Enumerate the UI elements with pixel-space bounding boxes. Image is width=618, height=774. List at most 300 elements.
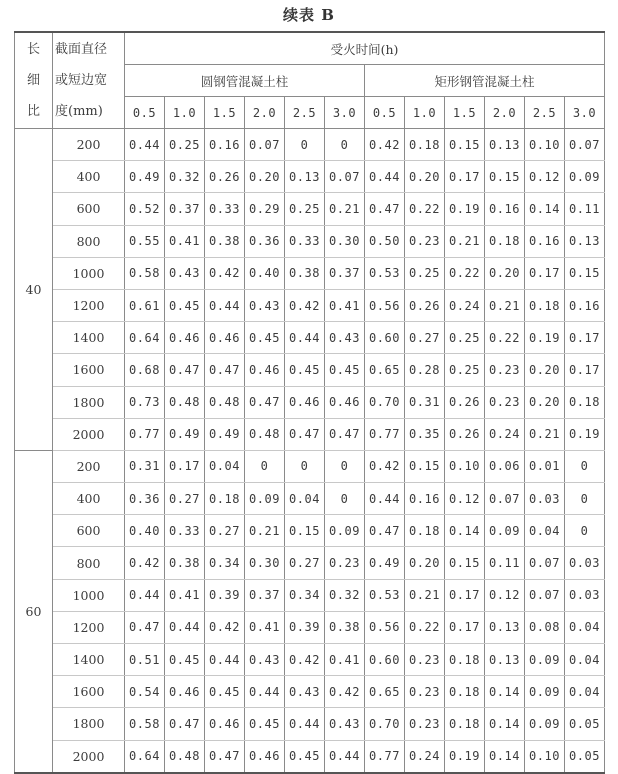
value-cell: 0.42 (205, 257, 245, 289)
value-cell: 0.17 (445, 611, 485, 643)
slenderness-header-line: 比 (26, 104, 40, 119)
value-cell: 0.20 (525, 386, 565, 418)
value-cell: 0.37 (165, 193, 205, 225)
value-cell: 0.39 (285, 611, 325, 643)
value-cell: 0.51 (125, 644, 165, 676)
value-cell: 0.15 (485, 161, 525, 193)
table-row (15, 611, 605, 643)
table-row (15, 129, 605, 161)
value-cell: 0.07 (245, 129, 285, 161)
table-row (15, 322, 605, 354)
size-cell: 200 (53, 450, 125, 482)
value-cell: 0.21 (325, 193, 365, 225)
value-cell: 0.13 (565, 225, 605, 257)
value-cell: 0 (245, 450, 285, 482)
value-cell: 0.11 (565, 193, 605, 225)
time-header-cell: 2.0 (485, 97, 525, 129)
value-cell: 0.43 (245, 289, 285, 321)
value-cell: 0.45 (325, 354, 365, 386)
value-cell: 0.24 (485, 418, 525, 450)
value-cell: 0.18 (445, 644, 485, 676)
value-cell: 0.15 (405, 450, 445, 482)
table-row (15, 644, 605, 676)
table-row (15, 547, 605, 579)
value-cell: 0.23 (405, 644, 445, 676)
value-cell: 0.42 (205, 611, 245, 643)
value-cell: 0.77 (125, 418, 165, 450)
value-cell: 0.09 (325, 515, 365, 547)
value-cell: 0.49 (205, 418, 245, 450)
value-cell: 0.15 (285, 515, 325, 547)
value-cell: 0.26 (445, 386, 485, 418)
value-cell: 0.21 (405, 579, 445, 611)
value-cell: 0.16 (485, 193, 525, 225)
value-cell: 0 (565, 483, 605, 515)
size-cell: 800 (53, 225, 125, 257)
value-cell: 0.14 (485, 676, 525, 708)
value-cell: 0.48 (165, 740, 205, 773)
value-cell: 0.58 (125, 257, 165, 289)
value-cell: 0.45 (165, 644, 205, 676)
size-cell: 1200 (53, 611, 125, 643)
value-cell: 0.46 (285, 386, 325, 418)
value-cell: 0.05 (565, 740, 605, 773)
circular-column-header: 圆钢管混凝土柱 (125, 65, 365, 97)
value-cell: 0.47 (165, 354, 205, 386)
time-header-cell: 2.5 (285, 97, 325, 129)
value-cell: 0.17 (165, 450, 205, 482)
value-cell: 0.09 (525, 644, 565, 676)
value-cell: 0.17 (565, 354, 605, 386)
value-cell: 0.43 (325, 322, 365, 354)
value-cell: 0.19 (525, 322, 565, 354)
value-cell: 0.38 (325, 611, 365, 643)
value-cell: 0.19 (445, 740, 485, 773)
value-cell: 0.60 (365, 644, 405, 676)
value-cell: 0.46 (245, 740, 285, 773)
value-cell: 0.27 (205, 515, 245, 547)
value-cell: 0.17 (525, 257, 565, 289)
value-cell: 0.27 (405, 322, 445, 354)
value-cell: 0.24 (405, 740, 445, 773)
value-cell: 0.08 (525, 611, 565, 643)
value-cell: 0.44 (165, 611, 205, 643)
value-cell: 0.70 (365, 708, 405, 740)
value-cell: 0.34 (285, 579, 325, 611)
value-cell: 0.48 (245, 418, 285, 450)
value-cell: 0.52 (125, 193, 165, 225)
value-cell: 0.14 (445, 515, 485, 547)
value-cell: 0.34 (205, 547, 245, 579)
value-cell: 0.56 (365, 289, 405, 321)
size-cell: 400 (53, 483, 125, 515)
value-cell: 0.05 (565, 708, 605, 740)
value-cell: 0.29 (245, 193, 285, 225)
value-cell: 0.33 (285, 225, 325, 257)
value-cell: 0.14 (485, 740, 525, 773)
value-cell: 0.61 (125, 289, 165, 321)
value-cell: 0.42 (365, 129, 405, 161)
value-cell: 0.64 (125, 322, 165, 354)
value-cell: 0.42 (285, 289, 325, 321)
value-cell: 0.18 (485, 225, 525, 257)
time-header-cell: 1.0 (165, 97, 205, 129)
value-cell: 0.41 (165, 225, 205, 257)
value-cell: 0.47 (365, 193, 405, 225)
value-cell: 0.50 (365, 225, 405, 257)
value-cell: 0.09 (245, 483, 285, 515)
value-cell: 0.43 (285, 676, 325, 708)
time-header-cell: 1.0 (405, 97, 445, 129)
value-cell: 0.44 (325, 740, 365, 773)
value-cell: 0.43 (325, 708, 365, 740)
value-cell: 0 (565, 450, 605, 482)
value-cell: 0.10 (525, 740, 565, 773)
value-cell: 0.04 (205, 450, 245, 482)
value-cell: 0.25 (405, 257, 445, 289)
value-cell: 0.14 (525, 193, 565, 225)
value-cell: 0.07 (525, 547, 565, 579)
size-cell: 800 (53, 547, 125, 579)
value-cell: 0.47 (285, 418, 325, 450)
value-cell: 0.07 (485, 483, 525, 515)
time-header-cell: 0.5 (365, 97, 405, 129)
slenderness-header-line: 细 (26, 73, 40, 88)
time-header-cell: 1.5 (445, 97, 485, 129)
value-cell: 0.20 (405, 547, 445, 579)
value-cell: 0.21 (445, 225, 485, 257)
value-cell: 0.23 (325, 547, 365, 579)
value-cell: 0.38 (165, 547, 205, 579)
value-cell: 0.58 (125, 708, 165, 740)
value-cell: 0.17 (445, 579, 485, 611)
value-cell: 0.20 (405, 161, 445, 193)
size-cell: 1400 (53, 644, 125, 676)
value-cell: 0.46 (165, 322, 205, 354)
value-cell: 0.43 (245, 644, 285, 676)
value-cell: 0.25 (445, 354, 485, 386)
value-cell: 0.37 (325, 257, 365, 289)
value-cell: 0.18 (405, 515, 445, 547)
time-header-cell: 1.5 (205, 97, 245, 129)
value-cell: 0.47 (325, 418, 365, 450)
value-cell: 0.65 (365, 354, 405, 386)
value-cell: 0.68 (125, 354, 165, 386)
value-cell: 0.04 (565, 676, 605, 708)
value-cell: 0.12 (445, 483, 485, 515)
value-cell: 0.47 (365, 515, 405, 547)
value-cell: 0.44 (125, 129, 165, 161)
time-header-cell: 0.5 (125, 97, 165, 129)
value-cell: 0.31 (125, 450, 165, 482)
table-row (15, 740, 605, 773)
value-cell: 0.44 (245, 676, 285, 708)
value-cell: 0.10 (445, 450, 485, 482)
value-cell: 0.20 (245, 161, 285, 193)
value-cell: 0.07 (525, 579, 565, 611)
value-cell: 0.45 (165, 289, 205, 321)
value-cell: 0.10 (525, 129, 565, 161)
value-cell: 0.45 (245, 708, 285, 740)
value-cell: 0.47 (205, 740, 245, 773)
value-cell: 0.21 (485, 289, 525, 321)
value-cell: 0.22 (405, 193, 445, 225)
value-cell: 0.21 (525, 418, 565, 450)
value-cell: 0.36 (125, 483, 165, 515)
value-cell: 0.47 (245, 386, 285, 418)
table-row (15, 418, 605, 450)
value-cell: 0.01 (525, 450, 565, 482)
value-cell: 0 (325, 483, 365, 515)
value-cell: 0.23 (485, 386, 525, 418)
value-cell: 0.46 (205, 322, 245, 354)
value-cell: 0.70 (365, 386, 405, 418)
time-header-cell: 2.0 (245, 97, 285, 129)
size-cell: 1200 (53, 289, 125, 321)
table-row (15, 676, 605, 708)
value-cell: 0.26 (405, 289, 445, 321)
size-cell: 1000 (53, 579, 125, 611)
value-cell: 0.30 (245, 547, 285, 579)
value-cell: 0 (565, 515, 605, 547)
value-cell: 0.27 (285, 547, 325, 579)
value-cell: 0.18 (405, 129, 445, 161)
size-cell: 400 (53, 161, 125, 193)
value-cell: 0.13 (485, 644, 525, 676)
size-cell: 2000 (53, 418, 125, 450)
value-cell: 0.65 (365, 676, 405, 708)
time-header-cell: 2.5 (525, 97, 565, 129)
value-cell: 0.36 (245, 225, 285, 257)
value-cell: 0.54 (125, 676, 165, 708)
value-cell: 0.23 (405, 225, 445, 257)
value-cell: 0.09 (485, 515, 525, 547)
value-cell: 0.03 (565, 547, 605, 579)
value-cell: 0.24 (445, 289, 485, 321)
value-cell: 0.22 (405, 611, 445, 643)
value-cell: 0.42 (125, 547, 165, 579)
value-cell: 0.35 (405, 418, 445, 450)
value-cell: 0.41 (325, 644, 365, 676)
value-cell: 0.16 (205, 129, 245, 161)
value-cell: 0.48 (205, 386, 245, 418)
value-cell: 0.41 (325, 289, 365, 321)
value-cell: 0.38 (205, 225, 245, 257)
value-cell: 0.30 (325, 225, 365, 257)
value-cell: 0.04 (525, 515, 565, 547)
value-cell: 0.15 (445, 129, 485, 161)
value-cell: 0.04 (285, 483, 325, 515)
value-cell: 0.28 (405, 354, 445, 386)
value-cell: 0.06 (485, 450, 525, 482)
value-cell: 0.26 (445, 418, 485, 450)
value-cell: 0.39 (205, 579, 245, 611)
value-cell: 0.33 (205, 193, 245, 225)
value-cell: 0.44 (285, 322, 325, 354)
value-cell: 0.22 (445, 257, 485, 289)
value-cell: 0.49 (165, 418, 205, 450)
value-cell: 0.42 (365, 450, 405, 482)
value-cell: 0.18 (205, 483, 245, 515)
value-cell: 0.13 (285, 161, 325, 193)
slenderness-cell: 40 (15, 129, 53, 451)
table-row (15, 579, 605, 611)
value-cell: 0.46 (245, 354, 285, 386)
value-cell: 0.07 (325, 161, 365, 193)
value-cell: 0.47 (125, 611, 165, 643)
value-cell: 0.23 (405, 676, 445, 708)
time-header-cell: 3.0 (565, 97, 605, 129)
value-cell: 0 (325, 129, 365, 161)
size-header-line: 或短边宽 (55, 73, 108, 88)
value-cell: 0.07 (565, 129, 605, 161)
value-cell: 0.48 (165, 386, 205, 418)
size-cell: 1600 (53, 354, 125, 386)
value-cell: 0.21 (245, 515, 285, 547)
table-row (15, 708, 605, 740)
value-cell: 0.31 (405, 386, 445, 418)
value-cell: 0 (285, 450, 325, 482)
value-cell: 0.03 (565, 579, 605, 611)
value-cell: 0.46 (325, 386, 365, 418)
value-cell: 0.43 (165, 257, 205, 289)
value-cell: 0.03 (525, 483, 565, 515)
value-cell: 0.11 (485, 547, 525, 579)
value-cell: 0.53 (365, 257, 405, 289)
value-cell: 0.20 (485, 257, 525, 289)
size-cell: 1400 (53, 322, 125, 354)
value-cell: 0.45 (245, 322, 285, 354)
slenderness-cell: 60 (15, 450, 53, 772)
size-header (53, 32, 125, 129)
value-cell: 0.56 (365, 611, 405, 643)
value-cell: 0.04 (565, 644, 605, 676)
table-row (15, 354, 605, 386)
value-cell: 0.18 (445, 676, 485, 708)
value-cell: 0.42 (325, 676, 365, 708)
value-cell: 0.42 (285, 644, 325, 676)
value-cell: 0.33 (165, 515, 205, 547)
value-cell: 0.45 (205, 676, 245, 708)
table-row (15, 483, 605, 515)
value-cell: 0.32 (165, 161, 205, 193)
value-cell: 0.45 (285, 740, 325, 773)
value-cell: 0.53 (365, 579, 405, 611)
value-cell: 0.17 (445, 161, 485, 193)
value-cell: 0.09 (565, 161, 605, 193)
value-cell: 0.40 (245, 257, 285, 289)
value-cell: 0.26 (205, 161, 245, 193)
value-cell: 0.47 (205, 354, 245, 386)
value-cell: 0.46 (205, 708, 245, 740)
value-cell: 0.19 (565, 418, 605, 450)
value-cell: 0.19 (445, 193, 485, 225)
slenderness-header-line: 长 (26, 42, 40, 57)
rectangular-column-header: 矩形钢管混凝土柱 (365, 65, 605, 97)
value-cell: 0.44 (125, 579, 165, 611)
value-cell: 0.77 (365, 740, 405, 773)
value-cell: 0.77 (365, 418, 405, 450)
size-header-line: 截面直径 (55, 42, 108, 57)
size-cell: 1600 (53, 676, 125, 708)
value-cell: 0.27 (165, 483, 205, 515)
value-cell: 0.41 (245, 611, 285, 643)
value-cell: 0.09 (525, 708, 565, 740)
value-cell: 0.22 (485, 322, 525, 354)
table-row (15, 193, 605, 225)
value-cell: 0.37 (245, 579, 285, 611)
value-cell: 0.13 (485, 129, 525, 161)
table-row (15, 257, 605, 289)
value-cell: 0.16 (525, 225, 565, 257)
page-title: 续表 B (283, 6, 335, 24)
size-cell: 600 (53, 515, 125, 547)
value-cell: 0.23 (405, 708, 445, 740)
value-cell: 0.44 (205, 644, 245, 676)
value-cell: 0.47 (165, 708, 205, 740)
value-cell: 0.44 (365, 483, 405, 515)
size-cell: 1800 (53, 708, 125, 740)
size-cell: 1000 (53, 257, 125, 289)
value-cell: 0.45 (285, 354, 325, 386)
value-cell: 0.18 (565, 386, 605, 418)
value-cell: 0.44 (285, 708, 325, 740)
value-cell: 0.12 (485, 579, 525, 611)
value-cell: 0.55 (125, 225, 165, 257)
size-cell: 2000 (53, 740, 125, 773)
value-cell: 0.46 (165, 676, 205, 708)
value-cell: 0.49 (125, 161, 165, 193)
value-cell: 0.20 (525, 354, 565, 386)
value-cell: 0 (285, 129, 325, 161)
time-header-cell: 3.0 (325, 97, 365, 129)
table-row (15, 450, 605, 482)
value-cell: 0.12 (525, 161, 565, 193)
value-cell: 0.04 (565, 611, 605, 643)
value-cell: 0.14 (485, 708, 525, 740)
value-cell: 0 (325, 450, 365, 482)
value-cell: 0.64 (125, 740, 165, 773)
table-row (15, 161, 605, 193)
table-row (15, 289, 605, 321)
value-cell: 0.17 (565, 322, 605, 354)
table-row (15, 225, 605, 257)
value-cell: 0.15 (445, 547, 485, 579)
value-cell: 0.25 (165, 129, 205, 161)
value-cell: 0.15 (565, 257, 605, 289)
value-cell: 0.16 (405, 483, 445, 515)
value-cell: 0.18 (525, 289, 565, 321)
value-cell: 0.09 (525, 676, 565, 708)
value-cell: 0.23 (485, 354, 525, 386)
value-cell: 0.13 (485, 611, 525, 643)
value-cell: 0.44 (205, 289, 245, 321)
size-cell: 200 (53, 129, 125, 161)
data-table (14, 31, 605, 774)
value-cell: 0.32 (325, 579, 365, 611)
size-cell: 600 (53, 193, 125, 225)
value-cell: 0.41 (165, 579, 205, 611)
value-cell: 0.44 (365, 161, 405, 193)
value-cell: 0.25 (445, 322, 485, 354)
size-header-line: 度(mm) (55, 104, 103, 119)
size-cell: 1800 (53, 386, 125, 418)
table-row (15, 386, 605, 418)
value-cell: 0.38 (285, 257, 325, 289)
slenderness-header (15, 32, 53, 129)
value-cell: 0.73 (125, 386, 165, 418)
value-cell: 0.18 (445, 708, 485, 740)
